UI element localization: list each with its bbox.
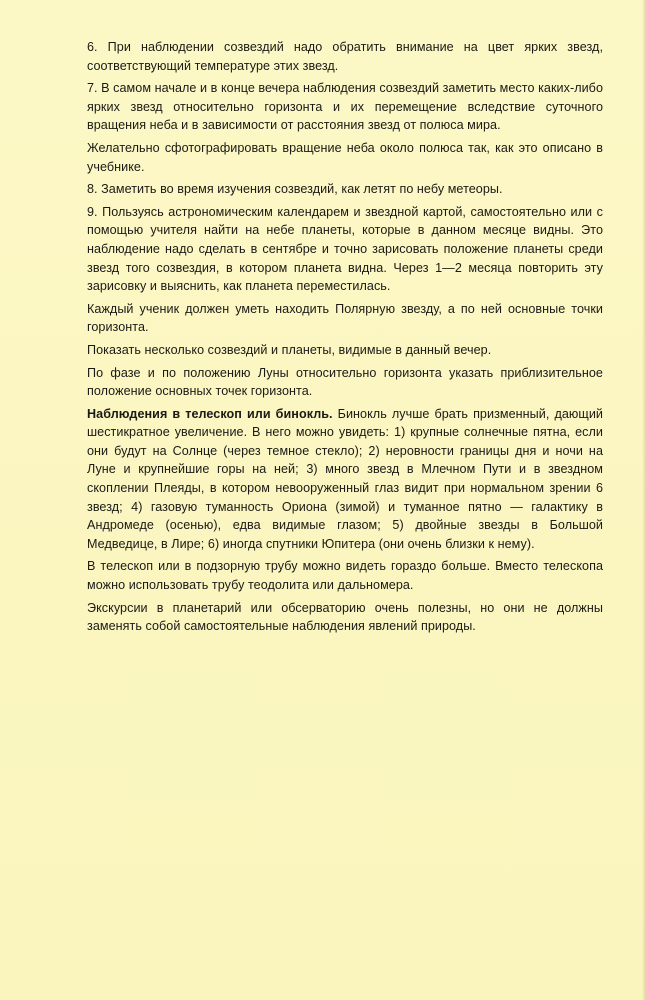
paragraph-text: По фазе и по положению Луны относительно горизонта указать приблизительное положение основных точек горизонта. [87, 365, 603, 399]
paragraph-moon-phase [87, 364, 603, 401]
paragraph-text: Показать несколько созвездий и планеты, видимые в данный вечер. [87, 342, 492, 357]
paragraph-polaris [87, 300, 603, 337]
paragraph-planets [87, 203, 603, 296]
paragraph-photograph-sky [87, 139, 603, 176]
paragraph-show-constellations [87, 341, 603, 360]
paragraph-text: 8. Заметить во время изучения созвездий, как летят по небу метеоры. [87, 182, 503, 197]
paragraph-text: 6. При наблюдении созвездий надо обратить внимание на цвет ярких звезд, соответствующий температуре этих звезд. [87, 40, 603, 73]
paragraph-text: 9. Пользуясь астрономическим календарем и звездной картой, самостоятельно или с помощью учителя найти на небе планеты, которые в данном месяце видны. Это наблюдение надо сделать в сентябре и точно зарисовать положение планеты среди звезд того созвездия, в котором планета видна. Через 1—2 месяца повторить эту зарисовку и выяснить, как планета переместилась. [87, 204, 603, 294]
paragraph-text: Экскурсии в планетарий или обсерваторию очень полезны, но они не должны заменять собой самостоятельные наблюдения явлений природы. [87, 600, 603, 634]
page-text [87, 38, 603, 640]
paragraph-star-movement [87, 79, 603, 135]
paragraph-text: 7. В самом начале и в конце вечера наблюдения созвездий заметить место каких-либо ярких звезд относительно горизонта и их перемещение вследствие суточного вращения неба и в зависимости от расстояния звезд от полюса мира. [87, 81, 604, 133]
paragraph-text: Бинокль лучше брать призменный, дающий шестикратное увеличение. В него можно увидеть: 1) крупные солнечные пятна, если они будут на Солнце (через темное стекло); 2) неровности границы дня и ночи на Луне и крупнейшие горы на ней; 3) много звезд в Млечном Пути и в звездном скоплении Плеяды, в котором невооруженный глаз видит при нормальном зрении 6 звезд; 4) газовую туманность Ориона (зимой) и туманное пятно — галактику в Андромеде (осенью), едва видимые глазом; 5) двойные звезды в Большой Медведице, в Лире; 6) иногда спутники Юпитера (они очень близки к нему). [87, 406, 603, 551]
page-edge-shadow [642, 0, 646, 1000]
paragraph-meteors [87, 180, 603, 199]
paragraph-excursions [87, 599, 603, 636]
paragraph-telescope-more [87, 557, 603, 594]
paragraph-text: В телескоп или в подзорную трубу можно видеть гораздо больше. Вместо телескопа можно использовать трубу теодолита или дальномера. [87, 559, 603, 593]
paragraph-telescope-binoculars [87, 405, 603, 554]
paragraph-text: Каждый ученик должен уметь находить Полярную звезду, а по ней основные точки горизонта. [87, 301, 603, 335]
paragraph-lead: Наблюдения в телескоп или бинокль. [87, 406, 333, 421]
paragraph-observe-star-color [87, 38, 603, 75]
paragraph-text: Желательно сфотографировать вращение неба около полюса так, как это описано в учебнике. [87, 140, 603, 174]
